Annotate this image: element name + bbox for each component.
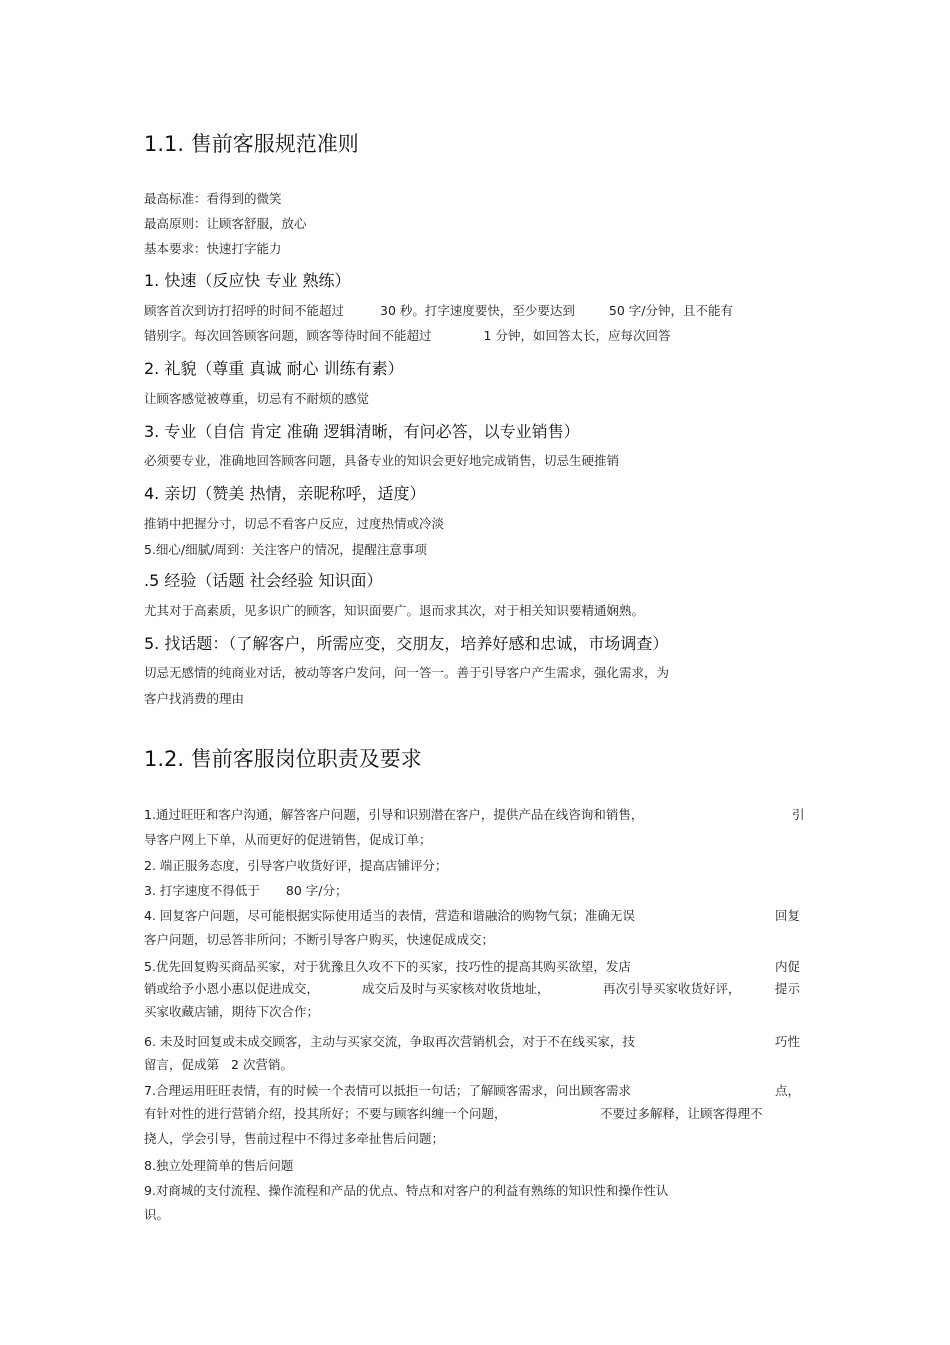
text-segment: 2 次营销。 (231, 1057, 293, 1072)
section1-title: 1.1. 售前客服规范准则 (144, 132, 359, 156)
paragraph-line: 销或给予小恩小惠以促进成交， (144, 981, 320, 996)
paragraph-line: 导客户网上下单，从而更好的促进销售，促成订单； (144, 832, 432, 847)
text-segment: 内促 (775, 959, 801, 974)
paragraph-line: 客户问题，切忌答非所问；不断引导客户购买，快速促成成交； (144, 932, 495, 947)
paragraph-line (144, 302, 733, 320)
item-heading: 4. 亲切（赞美 热情，亲昵称呼，适度） (144, 484, 426, 503)
paragraph-line: 必须要专业，准确地回答顾客问题，具备专业的知识会更好地完成销售，切忌生硬推销 (144, 453, 620, 468)
text-segment: 30 秒。打字速度要快，至少要达到 (380, 303, 575, 318)
paragraph-line: 5.优先回复购买商品买家，对于犹豫且久攻不下的买家，技巧性的提高其购买欲望，发店 (144, 959, 631, 974)
text-segment: 3. 打字速度不得低于 (144, 883, 260, 898)
text-segment: 不要过多解释，让顾客得理不 (600, 1106, 763, 1121)
intro-line: 最高标准：看得到的微笑 (144, 191, 282, 206)
text-segment: 回复 (775, 908, 801, 923)
text-segment: 1 分钟，如回答太长，应每次回答 (483, 328, 671, 343)
paragraph-line: 6. 未及时回复或未成交顾客，主动与买家交流，争取再次营销机会，对于不在线买家，技 (144, 1034, 635, 1049)
item-heading: 3. 专业（自信 肯定 准确 逻辑清晰，有问必答，以专业销售） (144, 422, 580, 441)
text-segment: 留言，促成第 (144, 1057, 220, 1072)
text-segment: 引 (792, 807, 805, 822)
text-segment: 巧性 (775, 1034, 801, 1049)
text-segment: 错别字。每次回答顾客问题，顾客等待时间不能超过 (144, 328, 432, 343)
paragraph-line (144, 882, 348, 900)
paragraph-line: 4. 回复客户问题，尽可能根据实际使用适当的表情，营造和谐融洽的购物气氛；准确无误 (144, 908, 635, 923)
text-segment: 50 字/分钟，且不能有 (608, 303, 733, 318)
paragraph-line: 尤其对于高素质，见多识广的顾客，知识面要广。退而求其次，对于相关知识要精通娴熟。 (144, 603, 645, 618)
paragraph-line: 9.对商城的支付流程、操作流程和产品的优点、特点和对客户的利益有熟练的知识性和操作性认 (144, 1183, 669, 1198)
paragraph-line: 让顾客感觉被尊重，切忌有不耐烦的感觉 (144, 391, 370, 406)
paragraph-line: 切忌无感情的纯商业对话，被动等客户发问，问一答一。善于引导客户产生需求，强化需求，为 (144, 665, 670, 680)
section2-title: 1.2. 售前客服岗位职责及要求 (144, 747, 422, 771)
item-heading: 2. 礼貌（尊重 真诚 耐心 训练有素） (144, 359, 404, 378)
paragraph-line: 识。 (144, 1207, 170, 1222)
paragraph-line: 有针对性的进行营销介绍，投其所好；不要与顾客纠缠一个问题， (144, 1106, 507, 1121)
item-heading: 1. 快速（反应快 专业 熟练） (144, 271, 351, 290)
paragraph-line: 买家收藏店铺，期待下次合作； (144, 1004, 320, 1019)
text-segment: 顾客首次到访打招呼的时间不能超过 (144, 303, 345, 318)
text-segment: 再次引导买家收货好评， (603, 981, 741, 996)
text-segment: 80 字/分； (285, 883, 348, 898)
paragraph-line: 8.独立处理简单的售后问题 (144, 1158, 294, 1173)
paragraph-line: 推销中把握分寸，切忌不看客户反应，过度热情或冷淡 (144, 516, 445, 531)
paragraph-line (144, 1056, 293, 1074)
intro-line: 最高原则：让顾客舒服，放心 (144, 216, 307, 231)
paragraph-line: 2. 端正服务态度，引导客户收货好评，提高店铺评分； (144, 858, 448, 873)
paragraph-line: 挠人，学会引导，售前过程中不得过多牵扯售后问题； (144, 1131, 445, 1146)
paragraph-line: 客户找消费的理由 (144, 691, 245, 706)
paragraph-line: 7.合理运用旺旺表情，有的时候一个表情可以抵拒一句话；了解顾客需求，问出顾客需求 (144, 1083, 631, 1098)
paragraph-line: 1.通过旺旺和客户沟通，解答客户问题，引导和识别潜在客户，提供产品在线咨询和销售， (144, 807, 644, 822)
item-heading: 5. 找话题：（了解客户，所需应变，交朋友，培养好感和忠诚，市场调查） (144, 634, 669, 653)
text-segment: 点， (775, 1083, 801, 1098)
intro-line: 基本要求：快速打字能力 (144, 241, 282, 256)
text-segment: 成交后及时与买家核对收货地址， (362, 981, 550, 996)
item-heading: .5 经验（话题 社会经验 知识面） (144, 571, 383, 590)
text-segment: 提示 (775, 981, 801, 996)
paragraph-line (144, 327, 670, 345)
paragraph-line: 5.细心/细腻/周到：关注客户的情况，提醒注意事项 (144, 542, 427, 557)
